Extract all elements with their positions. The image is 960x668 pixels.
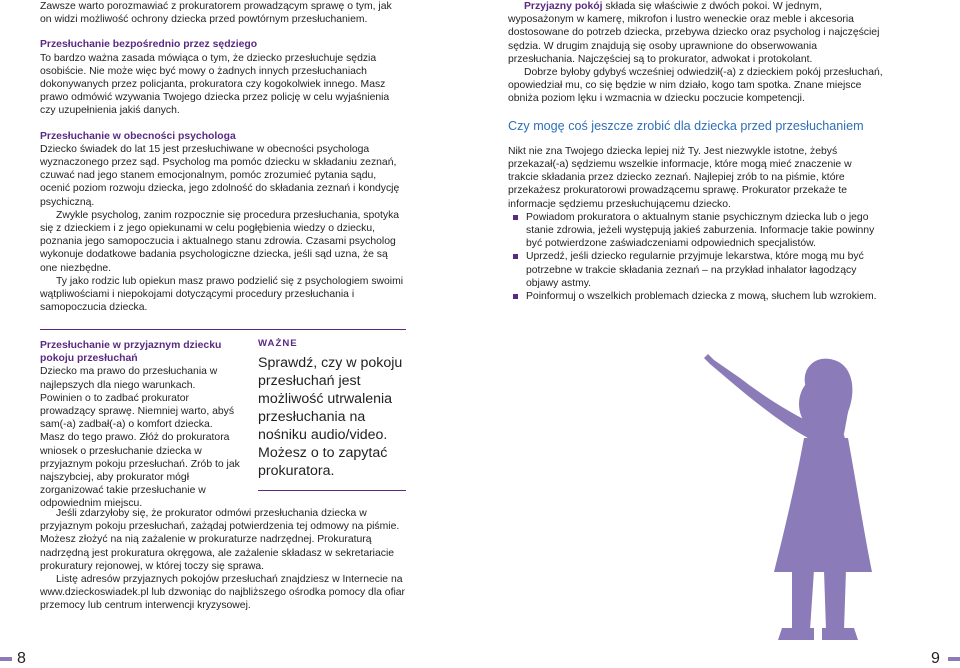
paragraph-friendly-room: Dziecko ma prawo do przesłuchania w najlepszych dla niego warunkach. Powinien o to zadbać prokurator prowadzący sprawę. Niemniej warto, abyś sam(-a) zadbał(-a) o komfort dziecka. Masz do tego prawo. Złóż do prokuratora wniosek o przesłuchanie dziecka w przyjaznym pokoju przesłuchań. Zrób to jak najszybciej, aby prokurator mógł zorganizować takie przesłuchanie w odpowiednim miejscu. (40, 366, 240, 510)
paragraph-inform-judge: Nikt nie zna Twojego dziecka lepiej niż Ty. Jest niezwykle istotne, żebyś przekazał(-a) sędziemu wszelkie informacje, które mogą mieć znaczenie w trakcie składania przez dziecko zeznań. Najlepiej zrób to na piśmie, które przekażesz prokuratorowi prowadzącemu sprawę. Prokurator przekaże te informacje sędziemu przesłuchującemu dziecko. (508, 145, 852, 210)
left-column (40, 0, 406, 314)
important-box-bottom-line (258, 490, 406, 491)
child-silhouette-image (696, 342, 896, 642)
page-left-bar (0, 657, 12, 661)
paragraph-friendly-room-description (508, 0, 884, 66)
paragraph-psychologist-2: Zwykle psycholog, zanim rozpocznie się procedura przesłuchania, spotyka się z dzieckiem i z jego opiekunami w celu pogłębienia wiedzy o dziecku, poznania jego samopoczucia i aktualnego stanu zdrowia. Czasami psycholog wykonuje dodatkowe badania psychologiczne dziecka, jeśli sąd uzna, że są one niezbędne. (40, 209, 400, 274)
paragraph-judge: To bardzo ważna zasada mówiąca o tym, że dziecko przesłuchuje sędzia osobiście. Nie może więc być mowy o żadnych innych przesłuchaniach dokonywanych przez policjanta, prokuratora czy kogokolwiek innego. Masz prawo odmówić wzywania Twojego dziecka przez policję w celu wyjaśnienia czy uzupełnienia jakiś danych. (40, 52, 390, 117)
divider-line (40, 329, 406, 330)
page-number-left: 8 (17, 650, 26, 667)
bullet-item (508, 211, 884, 251)
intro-paragraph: Zawsze warto porozmawiać z prokuratorem prowadzącym sprawę o tym, jak on widzi możliwość ochrony dziecka przed powtórnym przesłuchaniem. (40, 1, 392, 26)
paragraph-psychologist-1: Dziecko świadek do lat 15 jest przesłuchiwane w obecności psychologa wyznaczonego przez sąd. Psycholog ma pomóc dziecku w składaniu zeznań, czuwać nad jego stanem emocjonalnym, pomóc zrozumieć pytania sądu, ocenić poziom rozwoju dziecka, jego zdolność do składania zeznań i kondycję psychiczną. (40, 143, 400, 208)
paragraph-psychologist-3: Ty jako rodzic lub opiekun masz prawo podzielić się z psychologiem swoimi wątpliwościami i niepokojami dotyczącymi procedury przesłuchania i samopoczucia dziecka. (40, 275, 404, 314)
bullet-text: Powiadom prokuratora o aktualnym stanie psychicznym dziecka lub o jego stanie zdrowia, jeżeli występują jakieś zaburzenia. Informacje takie powinny być potwierdzone zaświadczeniami odpowiednich specjalistów. (526, 211, 875, 250)
bullet-text: Uprzedź, jeśli dziecko regularnie przyjmuje lekarstwa, które mogą mu być potrzebne w trakcie składania zeznań – na przykład inhalator łagodzący objawy astmy. (526, 251, 864, 289)
page-number-right: 9 (931, 650, 940, 667)
important-label: WAŻNE (258, 338, 298, 349)
important-text: Sprawdź, czy w pokoju przesłuchań jest możliwość utrwalenia przesłuchania na nośniku audio/video. Możesz o to zapytać prokuratora. (258, 355, 403, 479)
important-box (258, 331, 406, 491)
bullet-square-icon (513, 294, 518, 299)
section-heading-psychologist: Przesłuchanie w obecności psychologa (40, 130, 236, 142)
friendly-room-description-text: składa się właściwie z dwóch pokoi. W jednym, wyposażonym w kamerę, mikrofon i lustro weneckie oraz meble i akcesoria dostosowane do potrzeb dziecka, przebywa dziecko oraz psycholog i najczęściej sędzia. W drugim znajdują się osoby uprawnione do obserwowania przesłuchania. Najczęściej są to prokurator, adwokat i protokolant. (508, 1, 880, 65)
section-heading-judge: Przesłuchanie bezpośrednio przez sędziego (40, 39, 258, 51)
paragraph-refusal: Jeśli zdarzyłoby się, że prokurator odmówi przesłuchania dziecka w przyjaznym pokoju przesłuchań, zażądaj potwierdzenia tej odmowy na piśmie. Możesz złożyć na nią zażalenie w prokuraturze nadrzędnej. Prokuraturą nadrzędną jest prokuratura okręgowa, ale zażalenie składasz w sekretariacie prokuratury rejonowej, w której toczy się sprawa. (40, 508, 400, 572)
bullet-item (508, 290, 884, 303)
paragraph-addresses: Listę adresów przyjaznych pokojów przesłuchań znajdziesz w Internecie na www.dzieckoswiadek.pl lub dzwoniąc do najbliższego ośrodka pomocy dla ofiar przemocy lub centrum interwencji kryzysowej. (40, 574, 406, 612)
friendly-room-bold: Przyjazny pokój (524, 1, 603, 12)
bullet-item (508, 250, 884, 290)
paragraph-visit-room: Dobrze byłoby gdybyś wcześniej odwiedził(-a) z dzieckiem pokój przesłuchań, opowiedział mu, co się będzie w nim działo, kogo tam spotka. Znane miejsce obniża poziom lęku i wzmacnia w dziecku poczucie kompetencji. (508, 67, 883, 105)
bullet-square-icon (513, 215, 518, 220)
right-section-heading: Czy mogę coś jeszcze zrobić dla dziecka przed przesłuchaniem (508, 118, 864, 133)
page-right-bar (948, 657, 960, 661)
bullet-square-icon (513, 254, 518, 259)
refusal-section (40, 507, 406, 613)
right-column (508, 0, 884, 303)
bullet-list (508, 211, 884, 303)
bullet-text: Poinformuj o wszelkich problemach dziecka z mową, słuchem lub wzrokiem. (526, 291, 877, 303)
section-heading-friendly-room: Przesłuchanie w przyjaznym dziecku pokoju przesłuchań (40, 340, 222, 365)
friendly-room-section (40, 339, 240, 511)
